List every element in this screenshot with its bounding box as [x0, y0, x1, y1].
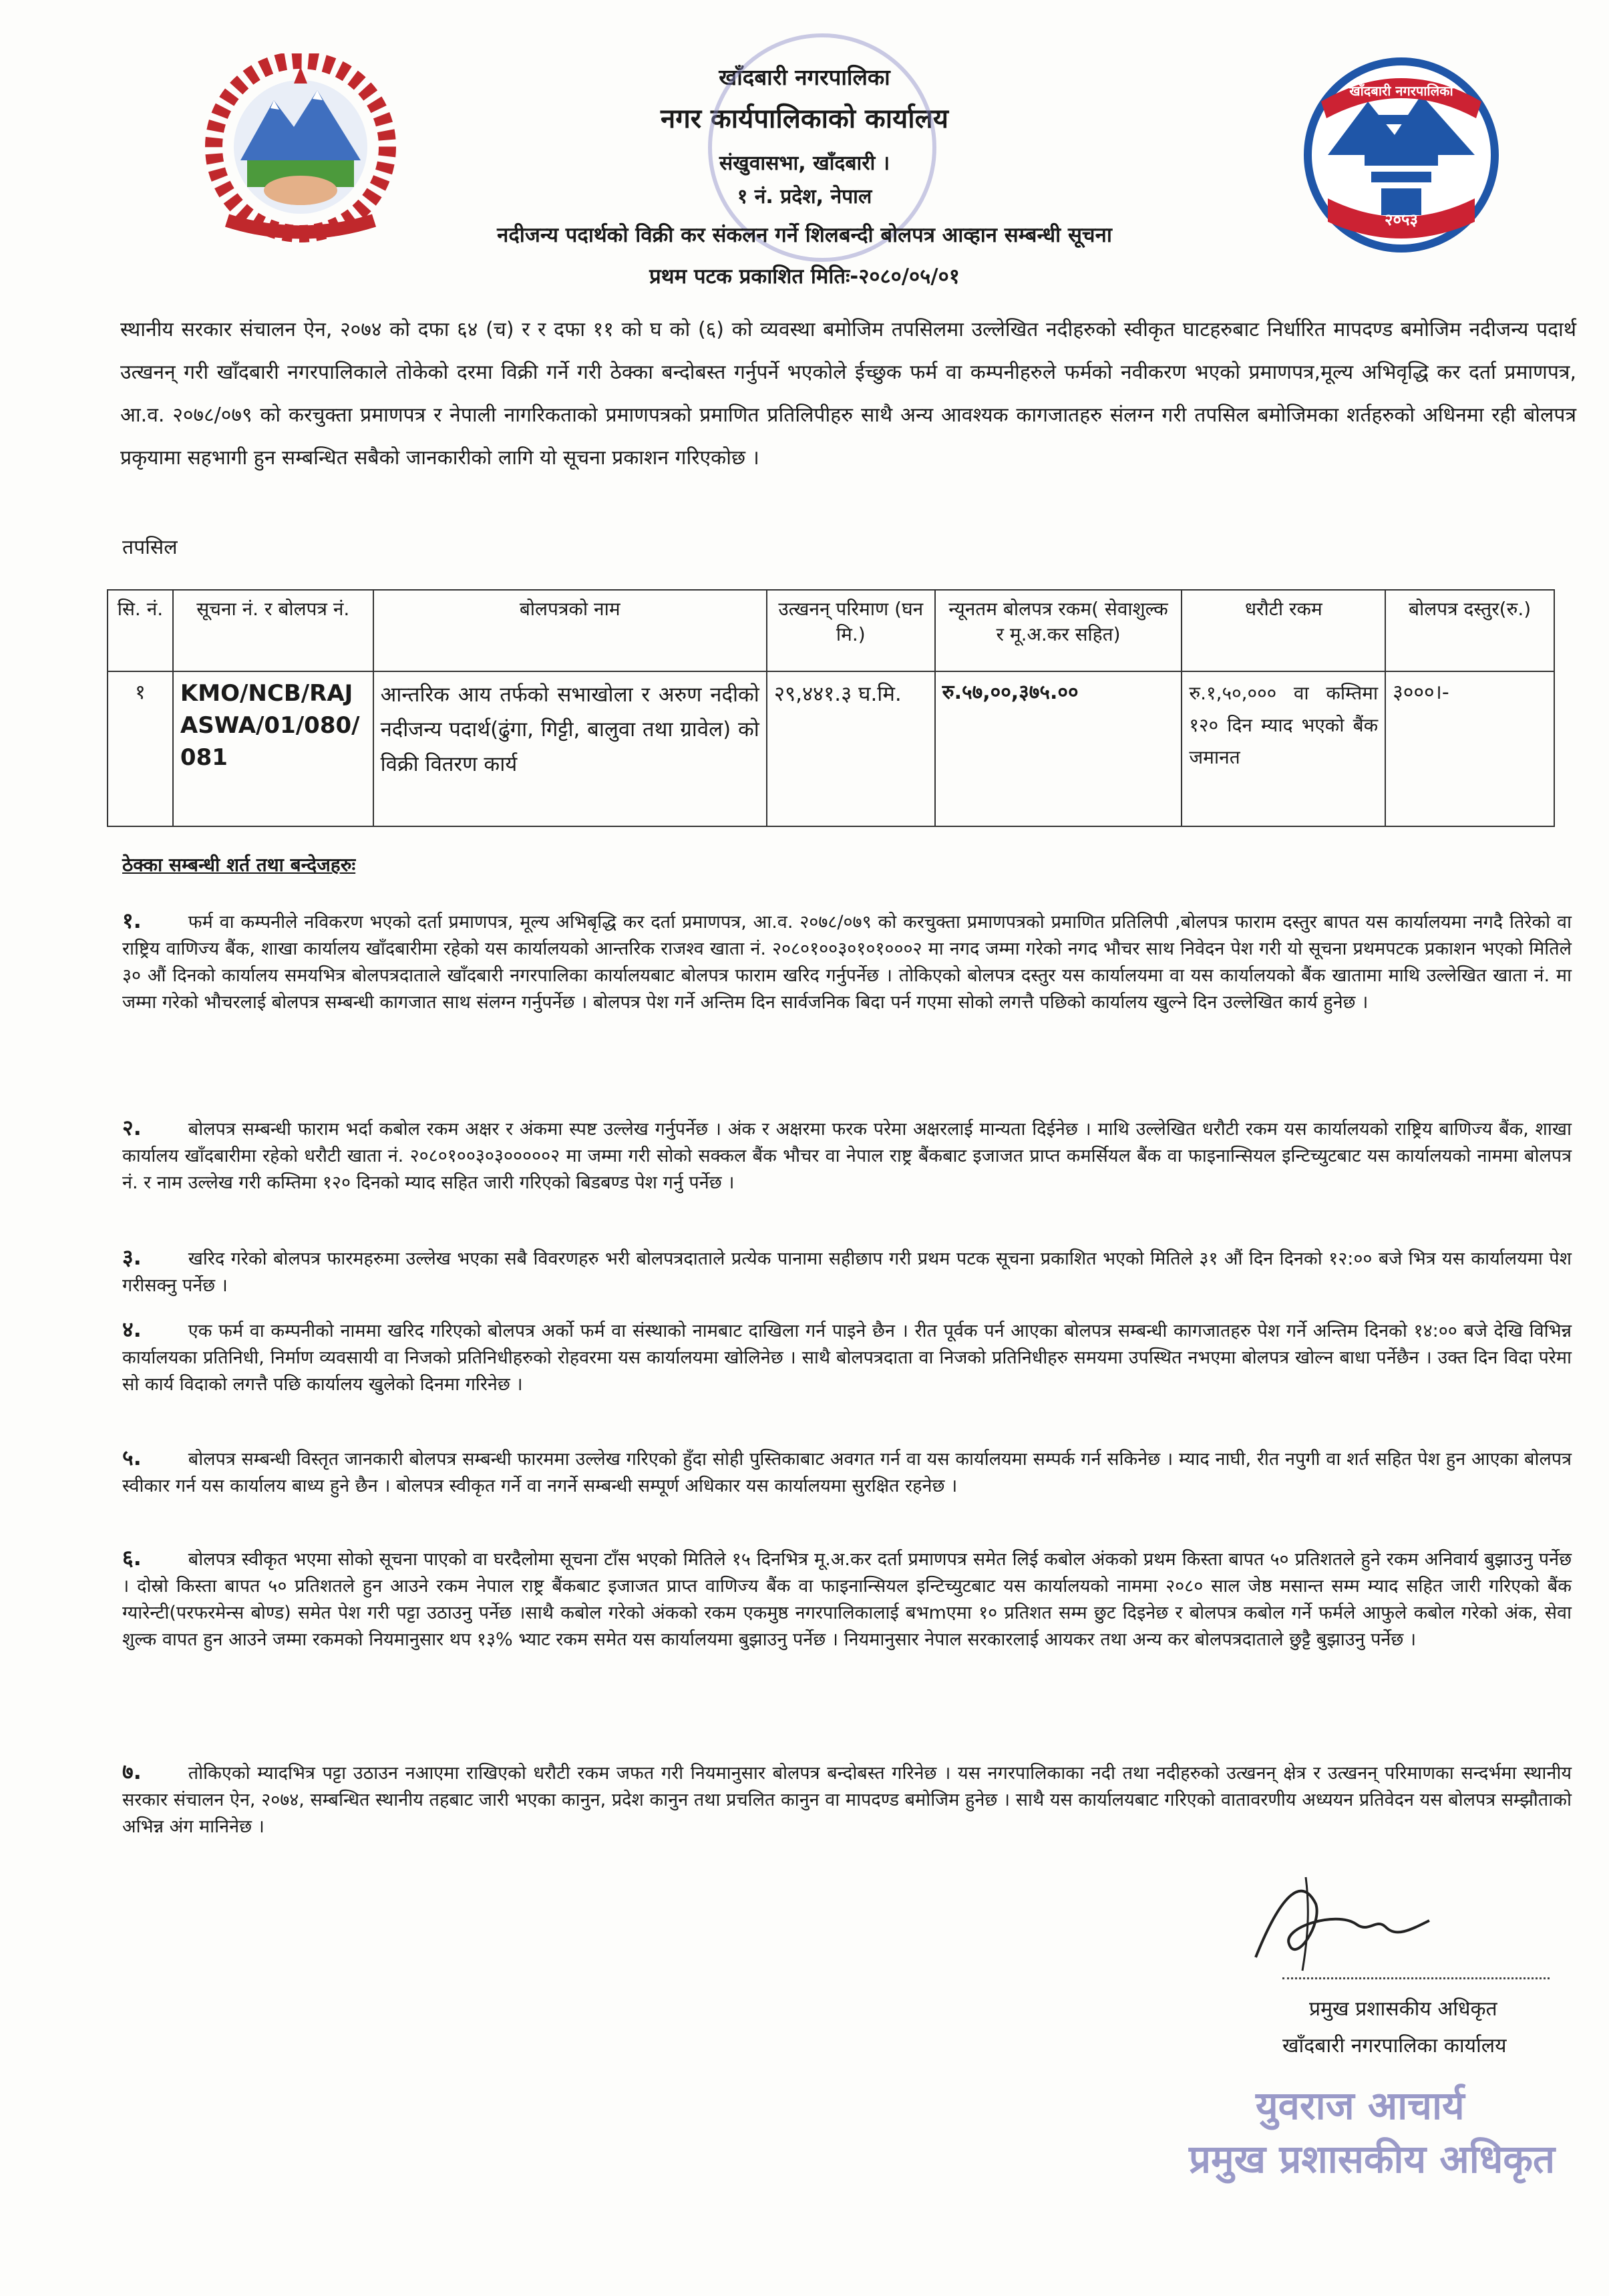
condition-number: ४. [122, 1317, 142, 1342]
cell-name: आन्तरिक आय तर्फको सभाखोला र अरुण नदीको नदीजन्य पदार्थ(ढुंगा, गिट्टी, बालुवा तथा ग्रावेल) को विक्री वितरण कार्य [373, 671, 767, 826]
cell-fee: ३०००।- [1385, 671, 1554, 826]
office-address: संखुवासभा, खाँदबारी । [719, 152, 890, 175]
col-header-fee: बोलपत्र दस्तुर(रु.) [1385, 590, 1554, 671]
table-header-row [108, 590, 1554, 671]
condition-item-3 [122, 1244, 1572, 1299]
intro-paragraph: स्थानीय सरकार संचालन ऐन, २०७४ को दफा ६४ (च) र र दफा ११ को घ को (६) को व्यवस्था बमोजिम तपसिलमा उल्लेखित नदीहरुको स्वीकृत घाटहरुबाट निर्धारित मापदण्ड बमोजिम नदीजन्य पदार्थ उत्खनन् गरी खाँदबारी नगरपालिकाले तोकेको दरमा विक्री गर्ने गरी ठेक्का बन्दोबस्त गर्नुपर्ने भएकोले ईच्छुक फर्म वा कम्पनीहरुले फर्मको नवीकरण भएको प्रमाणपत्र,मूल्य अभिवृद्धि कर दर्ता प्रमाणपत्र, आ.व. २०७८/०७९ को करचुक्ता प्रमाणपत्र र नेपाली नागरिकताको प्रमाणपत्रको प्रमाणित प्रतिलिपीहरु साथै अन्य आवश्यक कागजातहरु संलग्न गरी तपसिल बमोजिमका शर्तहरुको अधिनमा रही बोलपत्र प्रकृयामा सहभागी हुन सम्बन्धित सबैको जानकारीको लागि यो सूचना प्रकाशन गरिएकोछ । [120, 318, 1576, 470]
col-header-quantity: उत्खनन् परिमाण (घन मि.) [767, 590, 935, 671]
condition-text: फर्म वा कम्पनीले नविकरण भएको दर्ता प्रमाणपत्र, मूल्य अभिबृद्धि कर दर्ता प्रमाणपत्र, आ.व. २०७८/०७९ को करचुक्ता प्रमाणपत्रको प्रमाणित प्रतिलिपी ,बोलपत्र फाराम दस्तुर बापत यस कार्यालयमा नगदै तिरेको वा राष्ट्रिय वाणिज्य बैंक, शाखा कार्यालय खाँदबारीमा रहेको यस कार्यालयको आन्तरिक राजश्व खाता नं. २०८०१००३०१०१०००२ मा नगद जम्मा गरेको नगद भौचर साथ निवेदन पेश गरी यो सूचना प्रथमपटक प्रकाशन भएको मितिले ३० औं दिनको कार्यालय समयभित्र बोलपत्रदाताले खाँदबारी नगरपालिका कार्यालयबाट बोलपत्र फाराम खरिद गर्नुपर्नेछ । तोकिएको बोलपत्र दस्तुर यस कार्यालयमा वा यस कार्यालयको बैंक खातामा माथि उल्लेखित खाता नं. मा जम्मा गरेको भौचरलाई बोलपत्र सम्बन्धी कागजात साथ संलग्न गर्नुपर्नेछ । बोलपत्र पेश गर्ने अन्तिम दिन सार्वजनिक बिदा पर्न गएमा सोको लगत्तै पछिको कार्यालय खुल्ने दिन उल्लेखित कार्य हुनेछ । [122, 912, 1572, 1013]
signatory-office: खाँदबारी नगरपालिका कार्यालय [1282, 2034, 1507, 2058]
name-stamp: युवराज आचार्य [1256, 2083, 1465, 2128]
municipality-name: खाँदबारी नगरपालिका [719, 64, 890, 90]
condition-item-6 [122, 1544, 1572, 1653]
condition-item-2 [122, 1114, 1572, 1196]
handwritten-signature [1242, 1864, 1443, 1984]
condition-number: ३. [122, 1245, 142, 1270]
condition-text: बोलपत्र सम्बन्धी फाराम भर्दा कबोल रकम अक्षर र अंकमा स्पष्ट उल्लेख गर्नुपर्नेछ । अंक र अक्षरमा फरक परेमा अक्षरलाई मान्यता दिईनेछ । माथि उल्लेखित धरौटी रकम यस कार्यालयको राष्ट्रिय बाणिज्य बैंक, शाखा कार्यालय खाँदबारीमा रहेको धरौटी खाता नं. २०८०१००३०३०००००२ मा जम्मा गरी सोको सक्कल बैंक भौचर वा नेपाल राष्ट्र बैंकबाट इजाजत प्राप्त कमर्सियल बैंक वा फाइनान्सियल इन्टिच्युटबाट यस कार्यालयको नाममा बोलपत्र नं. र नाम उल्लेख गरी कम्तिमा १२० दिनको म्याद सहित जारी गरिएको बिडबण्ड पेश गर्नु पर्नेछ । [122, 1119, 1572, 1193]
schedule-label: तपसिल [122, 536, 178, 559]
publish-date: प्रथम पटक प्रकाशित मितिः-२०८०/०५/०१ [649, 265, 960, 289]
cell-deposit: रु.१,५०,००० वा कम्तिमा १२० दिन म्याद भएको बैंक जमानत [1182, 671, 1385, 826]
condition-item-1 [122, 907, 1572, 1016]
condition-number: २. [122, 1115, 142, 1140]
condition-number: १. [122, 908, 142, 933]
condition-text: बोलपत्र सम्बन्धी विस्तृत जानकारी बोलपत्र सम्बन्धी फारममा उल्लेख गरिएको हुँदा सोही पुस्तिकाबाट अवगत गर्न वा यस कार्यालयमा सम्पर्क गर्न सकिनेछ । म्याद नाघी, रीत नपुगी वा शर्त सहित पेश हुन आएका बोलपत्र स्वीकार गर्न यस कार्यालय बाध्य हुने छैन । बोलपत्र स्वीकृत गर्ने वा नगर्ने सम्बन्धी सम्पूर्ण अधिकार यस कार्यालयमा सुरक्षित रहनेछ । [122, 1449, 1572, 1496]
cell-min-amount: रु.५७,००,३७५.०० [935, 671, 1182, 826]
condition-item-7 [122, 1758, 1572, 1840]
condition-item-5 [122, 1444, 1572, 1500]
condition-number: ७. [122, 1759, 142, 1784]
nepal-emblem-logo [200, 53, 401, 247]
col-header-notice-no: सूचना नं. र बोलपत्र नं. [173, 590, 373, 671]
table-row [108, 671, 1554, 826]
col-header-name: बोलपत्रको नाम [373, 590, 767, 671]
col-header-sn: सि. नं. [108, 590, 173, 671]
col-header-min-amount: न्यूनतम बोलपत्र रकम( सेवाशुल्क र मू.अ.कर सहित) [935, 590, 1182, 671]
conditions-title: ठेक्का सम्बन्धी शर्त तथा बन्देजहरुः [122, 854, 356, 876]
condition-number: ६. [122, 1545, 142, 1571]
notice-title: नदीजन्य पदार्थको विक्री कर संकलन गर्ने शिलबन्दी बोलपत्र आव्हान सम्बन्धी सूचना [497, 223, 1112, 247]
condition-number: ५. [122, 1445, 142, 1470]
schedule-table [107, 589, 1555, 827]
cell-notice-no: KMO/NCB/RAJ ASWA/01/080/ 081 [173, 671, 373, 826]
condition-text: खरिद गरेको बोलपत्र फारमहरुमा उल्लेख भएका सबै विवरणहरु भरी बोलपत्रदाताले प्रत्येक पानामा सहीछाप गरी प्रथम पटक सूचना प्रकाशित भएको मितिले ३१ औं दिन दिनको १२:०० बजे भित्र यस कार्यालयमा पेश गरीसक्नु पर्नेछ । [122, 1249, 1572, 1296]
office-province: १ नं. प्रदेश, नेपाल [737, 185, 872, 208]
condition-text: एक फर्म वा कम्पनीको नाममा खरिद गरिएको बोलपत्र अर्को फर्म वा संस्थाको नामबाट दाखिला गर्न पाइने छैन । रीत पूर्वक पर्न आएका बोलपत्र सम्बन्धी कागजातहरु पेश गर्ने अन्तिम दिनको १४:०० बजे देखि विभिन्न कार्यालयका प्रतिनिधी, निर्माण व्यवसायी वा निजको प्रतिनिधीहरुको रोहवरमा यस कार्यालयमा खोलिनेछ । साथै बोलपत्रदाता वा निजको प्रतिनिधीहरु समयमा उपस्थित नभएमा बोलपत्र खोल्न बाधा पर्नेछैन । उक्त दिन विदा परेमा सो कार्य विदाको लगत्तै पछि कार्यालय खुलेको दिनमा गरिनेछ । [122, 1321, 1572, 1395]
signature-line [1282, 1977, 1550, 1979]
cell-quantity: २९,४४१.३ घ.मि. [767, 671, 935, 826]
signatory-designation: प्रमुख प्रशासकीय अधिकृत [1309, 1997, 1497, 2021]
col-header-deposit: धरौटी रकम [1182, 590, 1385, 671]
condition-item-4 [122, 1316, 1572, 1398]
municipality-banner-text: खाँदबारी नगरपालिका [1349, 83, 1453, 99]
condition-text: तोकिएको म्यादभित्र पट्टा उठाउन नआएमा राखिएको धरौटी रकम जफत गरी नियमानुसार बोलपत्र बन्दोबस्त गरिनेछ । यस नगरपालिकाका नदी तथा नदीहरुको उत्खनन् क्षेत्र र उत्खनन् परिमाणका सन्दर्भमा स्थानीय सरकार संचालन ऐन, २०७४, सम्बन्धित स्थानीय तहबाट जारी भएका कानुन, प्रदेश कानुन तथा प्रचलित कानुन वा मापदण्ड बमोजिम हुनेछ । साथै यस कार्यालयबाट गरिएको वातावरणीय अध्ययन प्रतिवेदन यस बोलपत्र सम्झौताको अभिन्न अंग मानिनेछ । [122, 1763, 1572, 1837]
cell-sn: १ [108, 671, 173, 826]
municipality-year: २०५३ [1385, 210, 1418, 229]
condition-text: बोलपत्र स्वीकृत भएमा सोको सूचना पाएको वा घरदैलोमा सूचना टाँस भएको मितिले १५ दिनभित्र मू.अ.कर दर्ता प्रमाणपत्र समेत लिई कबोल अंकको प्रथम किस्ता बापत ५० प्रतिशतले हुने रकम अनिवार्य बुझाउनु पर्नेछ । दोस्रो किस्ता बापत ५० प्रतिशतले हुन आउने रकम नेपाल राष्ट्र बैंकबाट इजाजत प्राप्त वाणिज्य बैंक वा फाइनान्सियल इन्टिच्युटबाट यस कार्यालयको नाममा २०८० साल जेष्ठ मसान्त सम्म म्याद सहित जारी गरिएको बैंक ग्यारेन्टी(परफरमेन्स बोण्ड) समेत पेश गरी पट्टा उठाउनु पर्नेछ ।साथै कबोल गरेको अंकको रकम एकमुष्ठ नगरपालिकालाई बभmएमा १० प्रतिशत सम्म छुट दिइनेछ र बोलपत्र कबोल गर्ने फर्मले आफुले कबोल गरेको अंक, सेवा शुल्क वापत हुन आउने जम्मा रकमको नियमानुसार थप १३% भ्याट रकम समेत यस कार्यालयमा बुझाउनु पर्नेछ । नियमानुसार नेपाल सरकारलाई आयकर तथा अन्य कर बोलपत्रदाताले छुट्टै बुझाउनु पर्नेछ । [122, 1549, 1572, 1650]
office-name: नगर कार्यपालिकाको कार्यालय [661, 104, 948, 134]
title-stamp: प्रमुख प्रशासकीय अधिकृत [1189, 2136, 1556, 2182]
